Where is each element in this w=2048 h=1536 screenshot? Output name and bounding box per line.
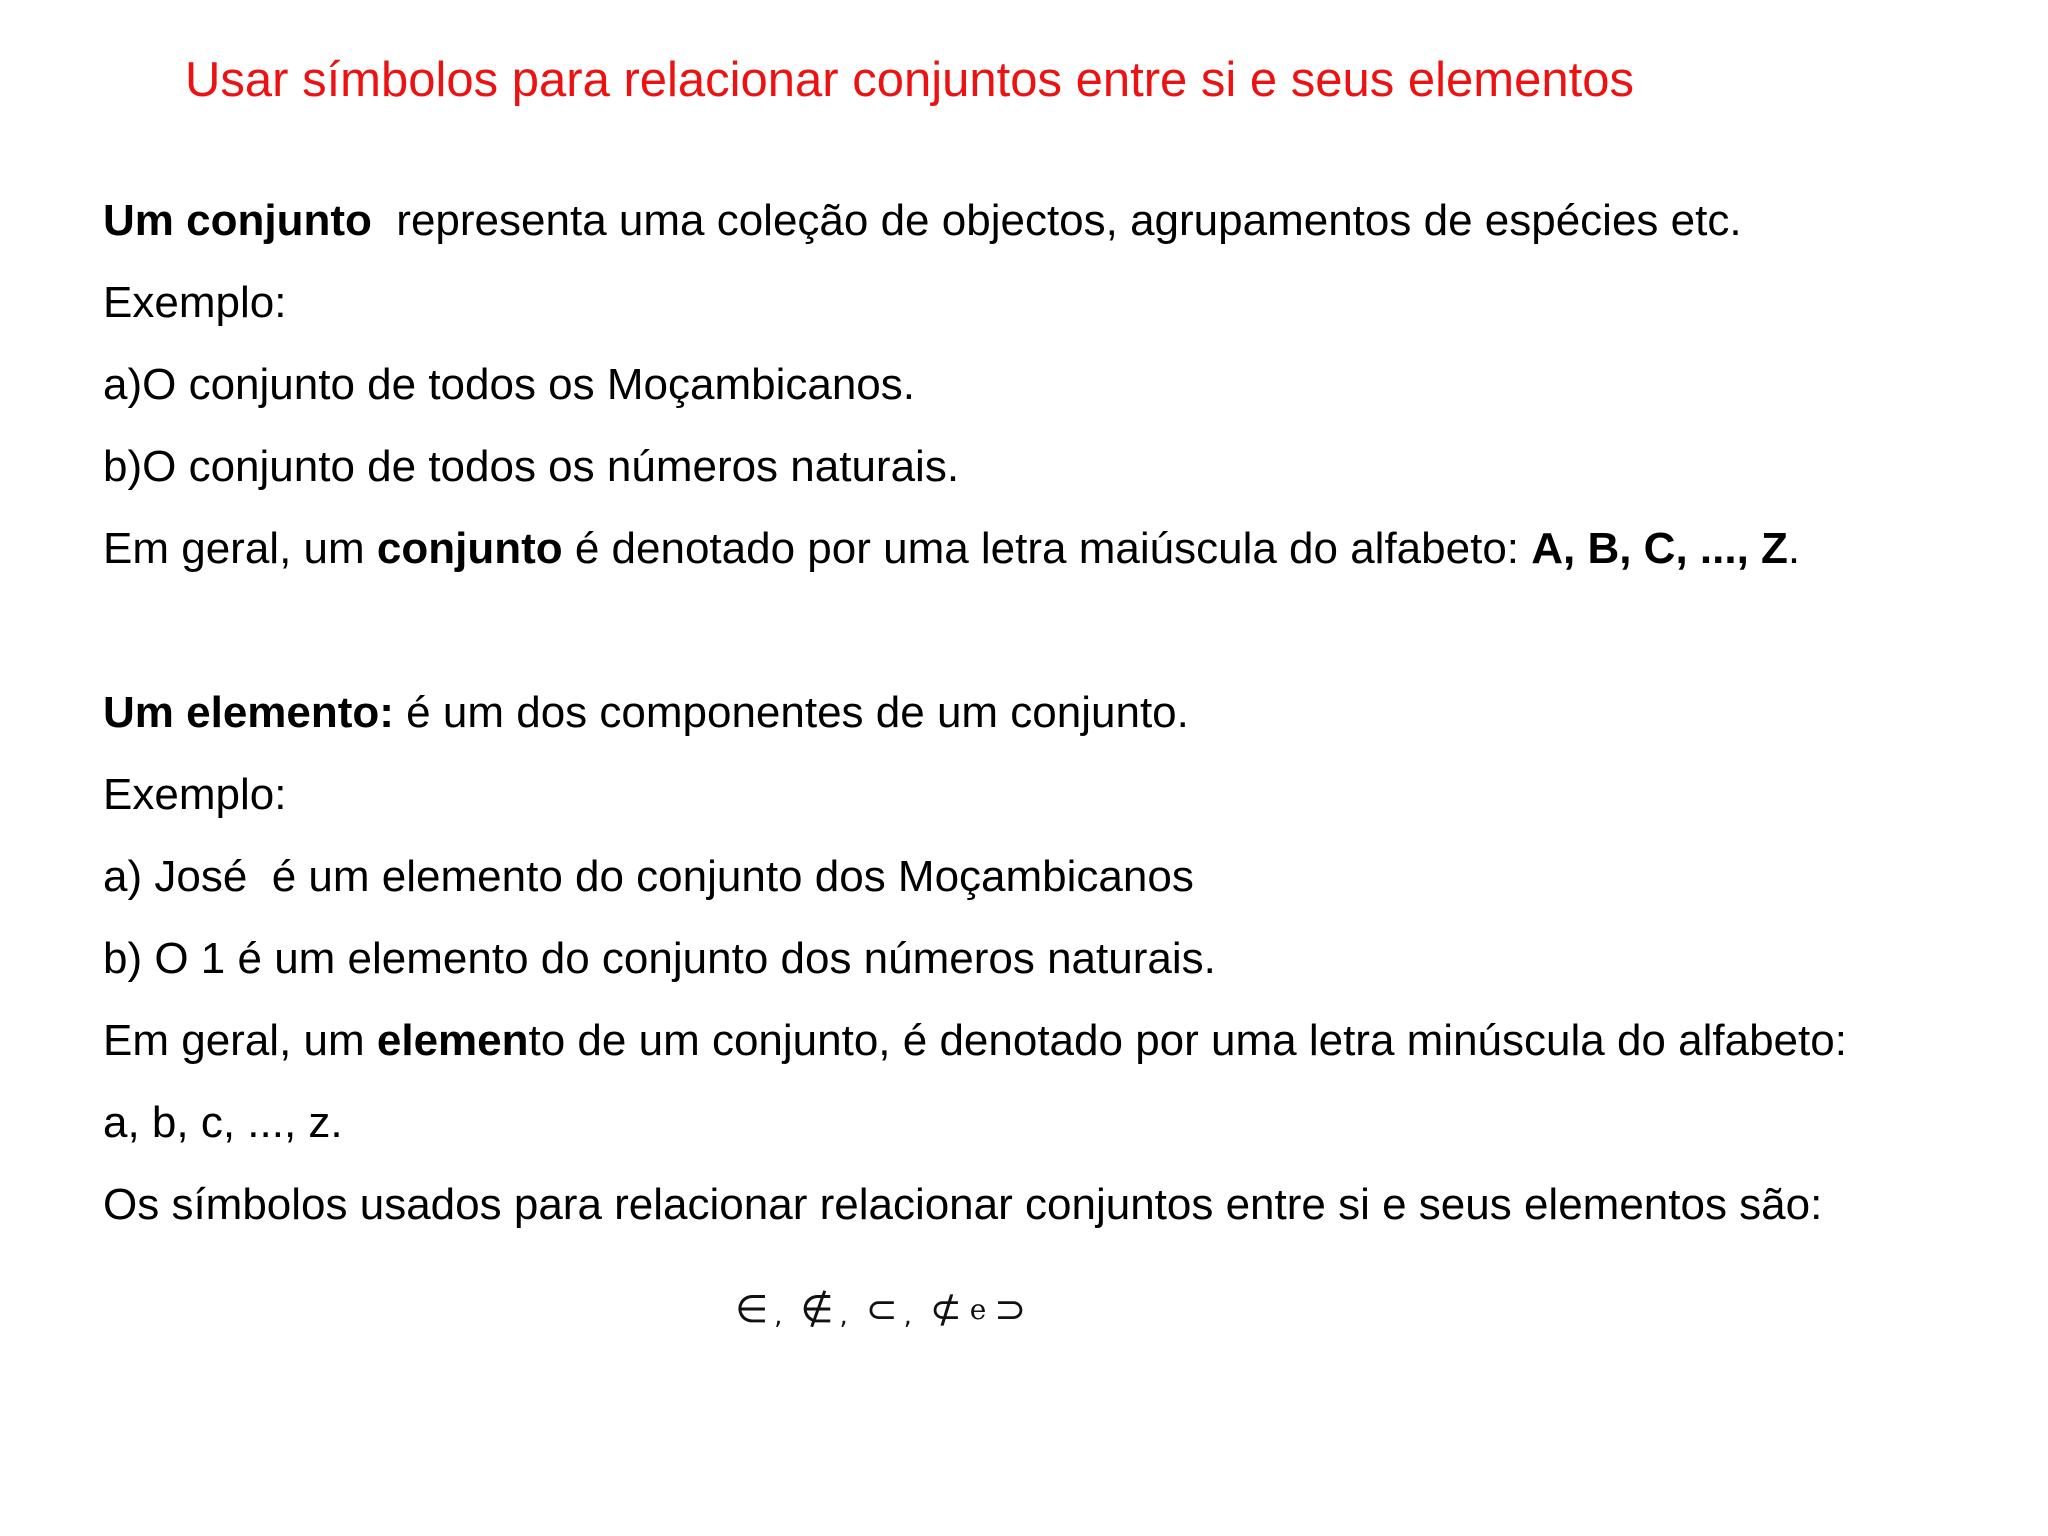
page-title: Usar símbolos para relacionar conjuntos entre si e seus elementos (185, 53, 1634, 107)
set-definition (103, 180, 2003, 262)
symbols-intro: Os símbolos usados para relacionar relacionar conjuntos entre si e seus elementos são: (103, 1180, 1823, 1229)
element-notation-rest: to de um conjunto, é denotado por uma letra minúscula do alfabeto: (528, 1016, 1847, 1065)
element-definition-text: é um dos componentes de um conjunto. (393, 688, 1189, 737)
set-example-a: a)O conjunto de todos os Moçambicanos. (103, 360, 916, 409)
belongs-symbol: ∈ (735, 1287, 769, 1331)
set-notation (103, 508, 2003, 590)
set-notation-term: conjunto (376, 524, 563, 573)
not-belongs-symbol: ∉ (800, 1287, 834, 1331)
set-notation-mid: é denotado por uma letra maiúscula do alfabeto: (562, 524, 1532, 573)
set-notation-letters: A, B, C, ..., Z (1531, 524, 1788, 573)
symbol-conjunction: e (969, 1292, 987, 1326)
body-text (103, 180, 2003, 1246)
symbol-separator: , (774, 1301, 783, 1331)
element-example-label: Exemplo: (103, 770, 287, 819)
set-symbols-row (735, 1278, 1026, 1340)
set-notation-end: . (1787, 524, 1801, 573)
set-definition-text: representa uma coleção de objectos, agrupamentos de espécies etc. (371, 196, 1742, 245)
set-term: Um conjunto (103, 196, 372, 245)
paragraph-gap (103, 590, 2003, 672)
subset-symbol: ⊂ (865, 1287, 898, 1331)
symbol-separator: , (839, 1301, 848, 1331)
set-notation-pre: Em geral, um (103, 524, 377, 573)
element-example-a: a) José é um elemento do conjunto dos Moçambicanos (103, 852, 1194, 901)
element-notation (103, 1000, 2003, 1082)
set-example-b: b)O conjunto de todos os números naturais. (103, 442, 960, 491)
element-notation-pre: Em geral, um (103, 1016, 377, 1065)
set-example-label: Exemplo: (103, 278, 287, 327)
element-example-b: b) O 1 é um elemento do conjunto dos números naturais. (103, 934, 1216, 983)
element-definition (103, 672, 2003, 754)
element-term: Um elemento: (103, 688, 394, 737)
not-subset-symbol: ⊄ (929, 1287, 962, 1331)
element-letters: a, b, c, ..., z. (103, 1098, 343, 1147)
superset-symbol: ⊃ (994, 1287, 1027, 1331)
symbol-separator: , (903, 1301, 912, 1331)
element-notation-term: elemen (376, 1016, 529, 1065)
